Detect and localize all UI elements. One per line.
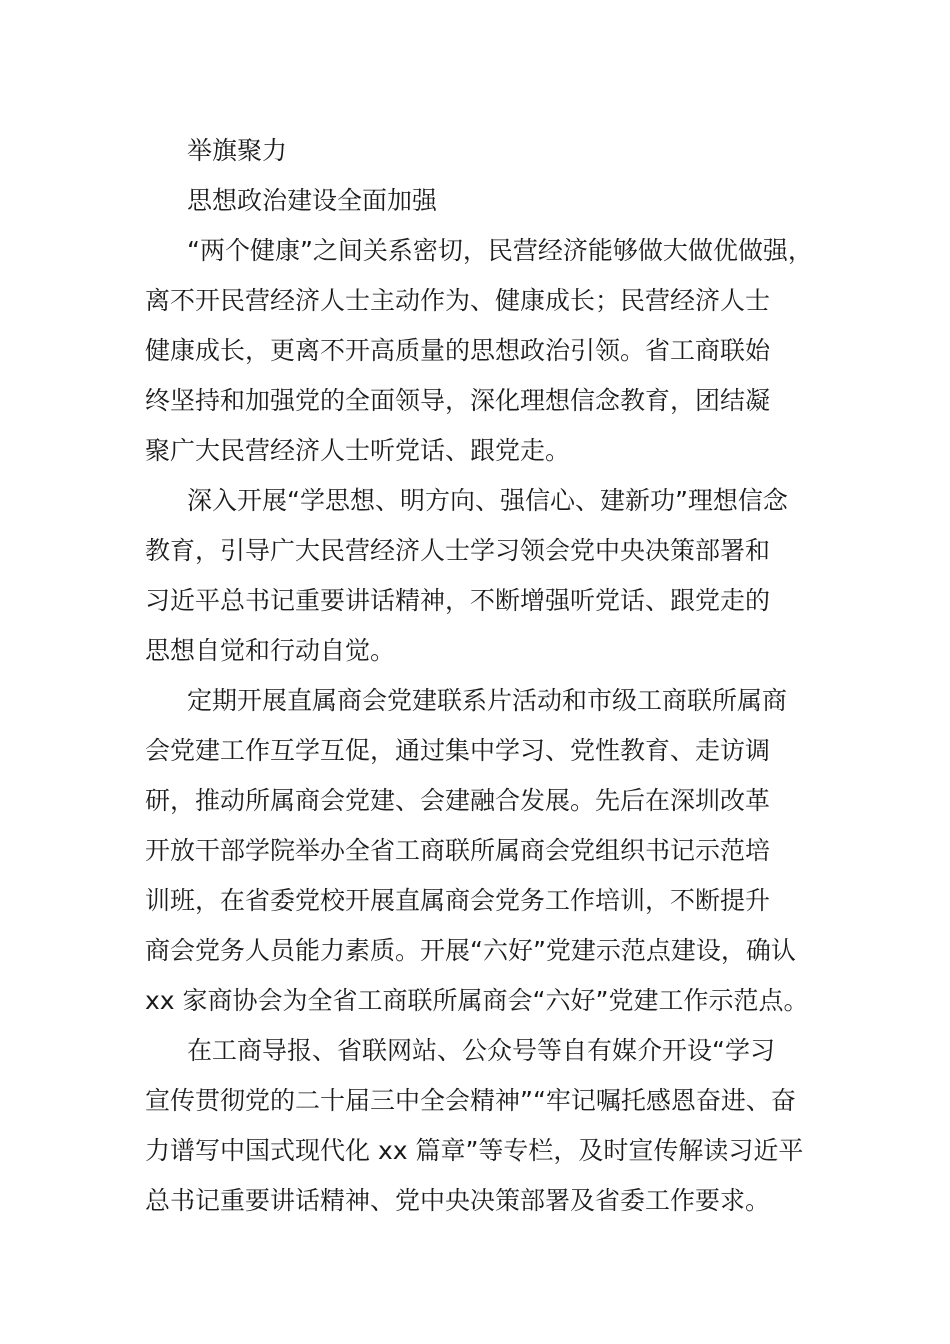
paragraph-line: 研，推动所属商会党建、会建融合发展。先后在深圳改革 <box>145 786 771 815</box>
paragraph-line: 开放干部学院举办全省工商联所属商会党组织书记示范培 <box>145 836 771 865</box>
paragraph-line: 教育，引导广大民营经济人士学习领会党中央决策部署和 <box>145 536 771 565</box>
heading-secondary: 思想政治建设全面加强 <box>187 186 438 215</box>
paragraph-line: 健康成长，更离不开高质量的思想政治引领。省工商联始 <box>145 336 771 365</box>
paragraph-line: 训班，在省委党校开展直属商会党务工作培训，不断提升 <box>145 886 771 915</box>
paragraph-line: 总书记重要讲话精神、党中央决策部署及省委工作要求。 <box>145 1186 771 1215</box>
paragraph-line: 终坚持和加强党的全面领导，深化理想信念教育，团结凝 <box>145 386 771 415</box>
paragraph-line: 定期开展直属商会党建联系片活动和市级工商联所属商 <box>187 686 788 715</box>
paragraph-line: “两个健康”之间关系密切，民营经济能够做大做优做强， <box>187 236 813 265</box>
paragraph-line: 深入开展“学思想、明方向、强信心、建新功”理想信念 <box>187 486 788 515</box>
paragraph-line: 商会党务人员能力素质。开展“六好”党建示范点建设，确认 <box>145 936 796 965</box>
heading-primary: 举旗聚力 <box>187 136 288 165</box>
paragraph-line: 在工商导报、省联网站、公众号等自有媒介开设“学习 <box>187 1036 775 1065</box>
paragraph-line: 习近平总书记重要讲话精神，不断增强听党话、跟党走的 <box>145 586 771 615</box>
paragraph-chamber-party-building <box>145 676 835 1026</box>
paragraph-line: 宣传贯彻党的二十届三中全会精神”“牢记嘱托感恩奋进、奋 <box>145 1086 796 1115</box>
paragraph-media-columns <box>145 1026 835 1226</box>
paragraph-line: 力谱写中国式现代化 xx 篇章”等专栏，及时宣传解读习近平 <box>145 1136 804 1165</box>
document-body <box>145 126 835 1226</box>
paragraph-line: 离不开民营经济人士主动作为、健康成长；民营经济人士 <box>145 286 771 315</box>
paragraph-line: 会党建工作互学互促，通过集中学习、党性教育、走访调 <box>145 736 771 765</box>
paragraph-ideal-belief-education <box>145 476 835 676</box>
paragraph-line: 思想自觉和行动自觉。 <box>145 636 396 665</box>
paragraph-two-healthy <box>145 226 835 476</box>
paragraph-line: 聚广大民营经济人士听党话、跟党走。 <box>145 436 571 465</box>
paragraph-line: xx 家商协会为全省工商联所属商会“六好”党建工作示范点。 <box>145 986 809 1015</box>
